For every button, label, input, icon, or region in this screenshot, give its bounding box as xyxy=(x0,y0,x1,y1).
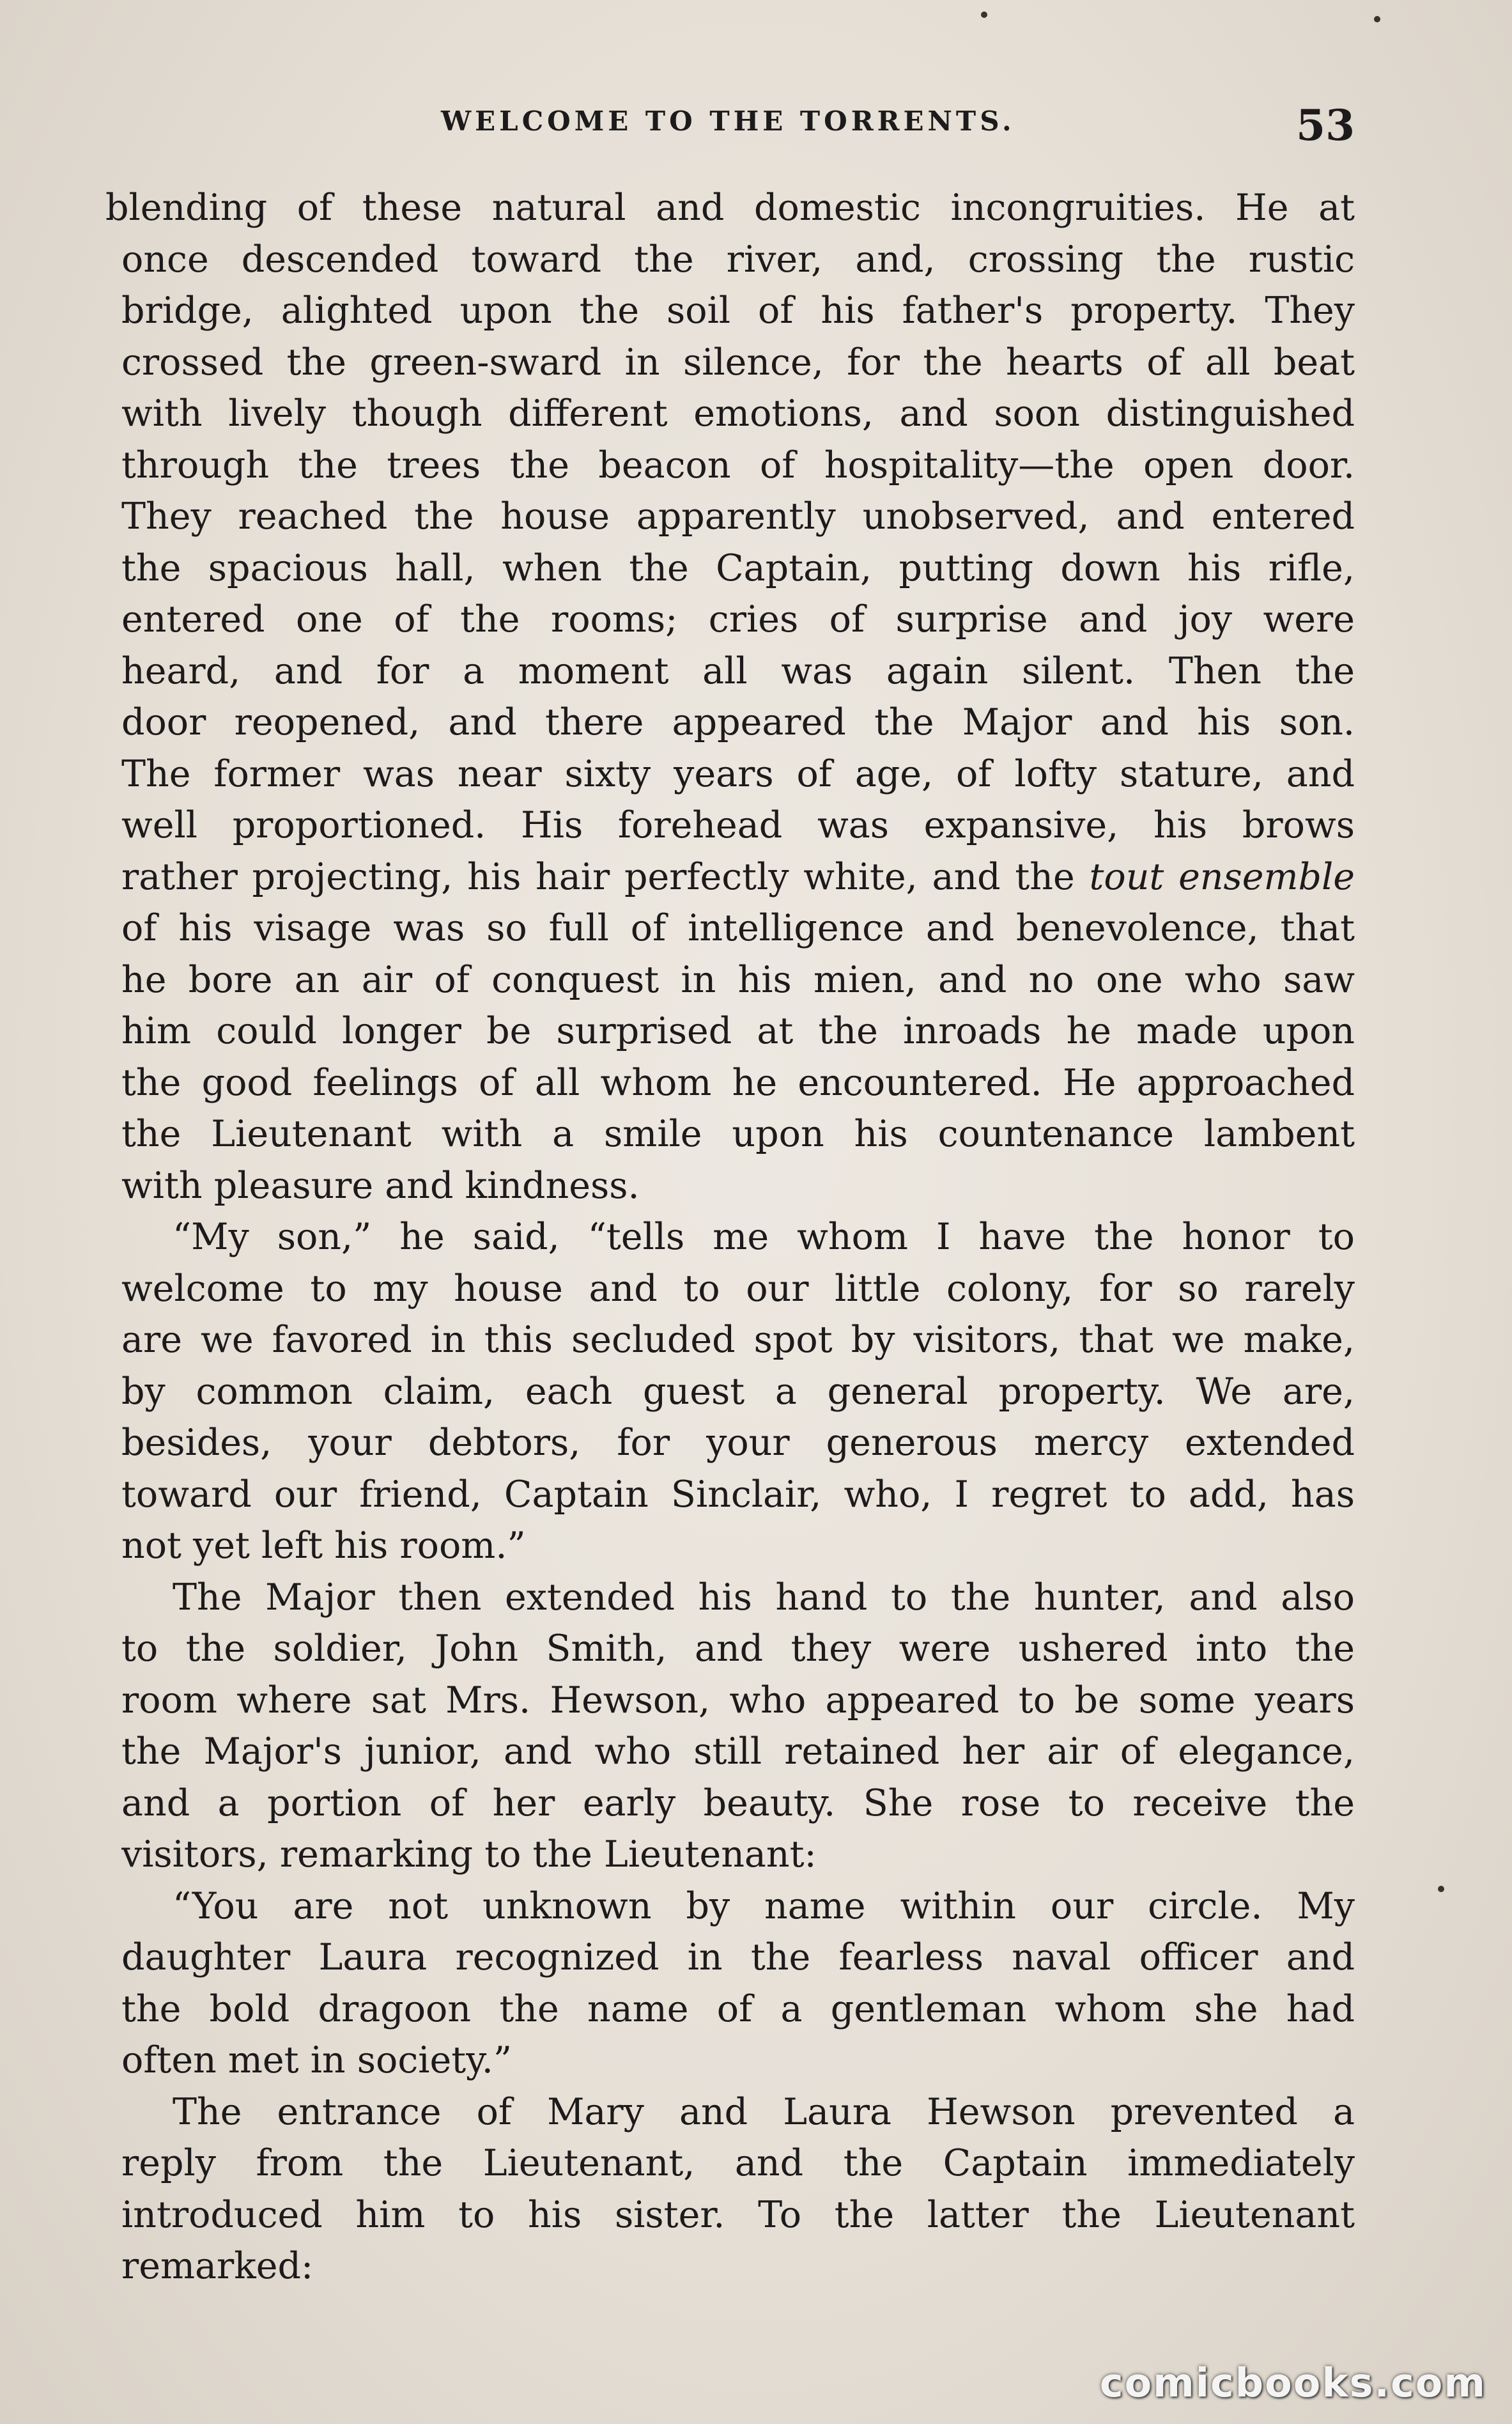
ink-speck xyxy=(1438,1886,1444,1892)
text-line: through the trees the beacon of hospitality—the open door. xyxy=(121,444,1355,486)
text-line: The entrance of Mary and Laura Hewson prevented a xyxy=(173,2090,1355,2133)
text-segment: rather projecting, his hair perfectly white, and the xyxy=(121,855,1075,898)
text-line: heard, and for a moment all was again silent. Then the xyxy=(121,649,1355,692)
text-line: with pleasure and kindness. xyxy=(121,1164,640,1207)
page-header xyxy=(121,100,1355,157)
watermark: comicbooks.com xyxy=(1099,2359,1486,2406)
text-line: he bore an air of conquest in his mien, and no one who saw xyxy=(121,958,1355,1001)
text-line: The Major then extended his hand to the hunter, and also xyxy=(173,1576,1355,1619)
text-line: of his visage was so full of intelligence and benevolence, that xyxy=(121,907,1355,949)
text-line: well proportioned. His forehead was expansive, his brows xyxy=(121,804,1355,846)
text-line: remarked: xyxy=(121,2245,314,2287)
text-line: him could longer be surprised at the inroads he made upon xyxy=(121,1010,1355,1052)
text-line: the good feelings of all whom he encountered. He approached xyxy=(121,1061,1355,1104)
text-line: “My son,” he said, “tells me whom I have the honor to xyxy=(173,1216,1355,1258)
italic-phrase: tout ensemble xyxy=(1089,855,1355,898)
text-line: toward our friend, Captain Sinclair, who, I regret to add, has xyxy=(121,1473,1355,1516)
text-line: blending of these natural and domestic incongruities. He at xyxy=(105,187,1355,229)
text-line: introduced him to his sister. To the latter the Lieutenant xyxy=(121,2193,1355,2236)
text-line: The former was near sixty years of age, of lofty stature, and xyxy=(121,752,1355,795)
text-line: “You are not unknown by name within our circle. My xyxy=(173,1884,1355,1927)
text-line: are we favored in this secluded spot by visitors, that we make, xyxy=(121,1319,1355,1361)
text-line: daughter Laura recognized in the fearless naval officer and xyxy=(121,1936,1355,1978)
text-line: room where sat Mrs. Hewson, who appeared to be some years xyxy=(121,1679,1355,1721)
text-line: once descended toward the river, and, crossing the rustic xyxy=(121,238,1355,281)
text-line: crossed the green-sward in silence, for the hearts of all beat xyxy=(121,341,1355,384)
running-title: WELCOME TO THE TORRENTS. xyxy=(441,105,1015,137)
text-line: not yet left his room.” xyxy=(121,1525,526,1567)
text-line: to the soldier, John Smith, and they were ushered into the xyxy=(121,1628,1355,1670)
text-line: welcome to my house and to our little colony, for so rarely xyxy=(121,1267,1355,1310)
body-text xyxy=(105,182,1355,2292)
page-number: 53 xyxy=(1296,100,1355,150)
text-line: the Lieutenant with a smile upon his countenance lambent xyxy=(121,1113,1355,1155)
ink-speck xyxy=(1374,16,1380,22)
text-line: bridge, alighted upon the soil of his father's property. They xyxy=(121,290,1355,332)
text-line: often met in society.” xyxy=(121,2039,512,2081)
text-line: by common claim, each guest a general property. We are, xyxy=(121,1370,1355,1413)
text-line: door reopened, and there appeared the Major and his son. xyxy=(121,701,1355,743)
ink-speck xyxy=(981,12,987,18)
text-line: with lively though different emotions, and soon distinguished xyxy=(121,392,1355,435)
text-line: the spacious hall, when the Captain, putting down his rifle, xyxy=(121,547,1355,589)
text-line: They reached the house apparently unobserved, and entered xyxy=(121,495,1355,538)
text-line: visitors, remarking to the Lieutenant: xyxy=(121,1833,817,1876)
text-line: the Major's junior, and who still retained her air of elegance, xyxy=(121,1730,1355,1773)
text-line: the bold dragoon the name of a gentleman whom she had xyxy=(121,1987,1355,2030)
text-line: reply from the Lieutenant, and the Captain immediately xyxy=(121,2142,1355,2184)
text-line: besides, your debtors, for your generous mercy extended xyxy=(121,1422,1355,1464)
text-line: entered one of the rooms; cries of surprise and joy were xyxy=(121,598,1355,641)
text-line: and a portion of her early beauty. She rose to receive the xyxy=(121,1782,1355,1824)
text-line-with-italic xyxy=(121,851,1355,903)
